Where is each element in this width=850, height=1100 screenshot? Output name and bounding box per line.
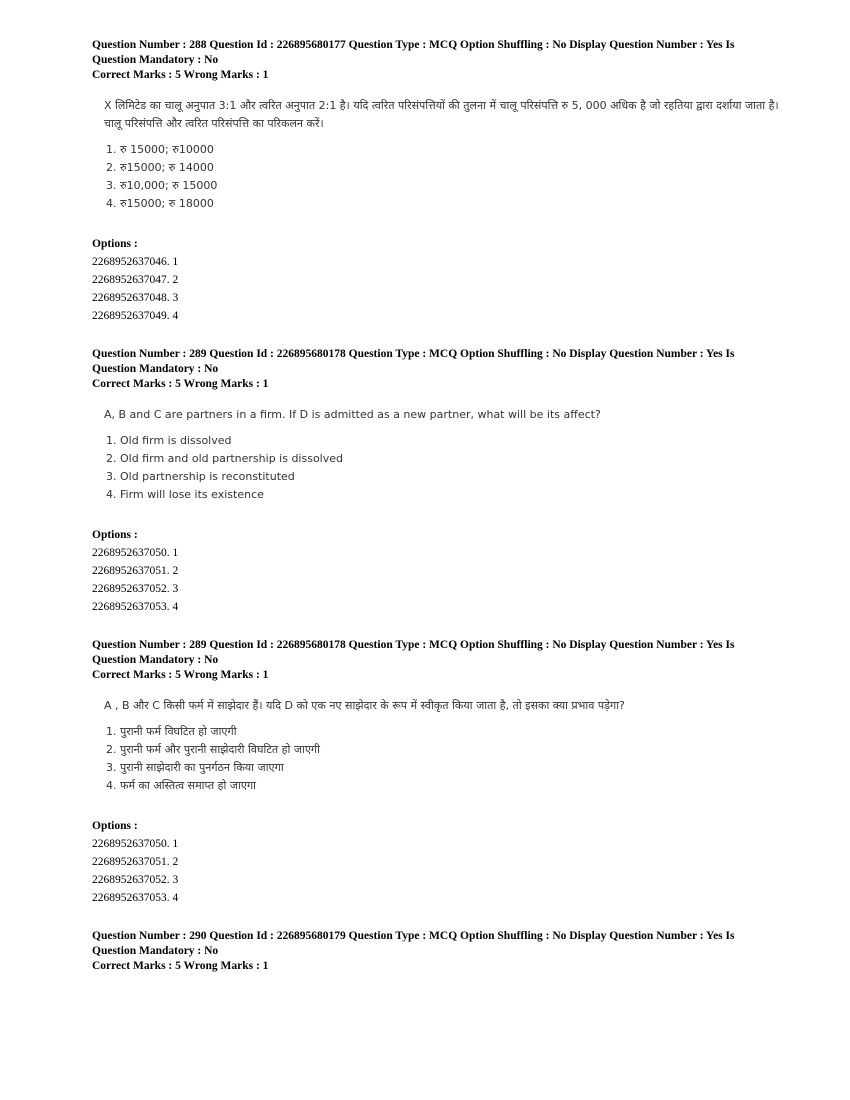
question-mandatory-line: Question Mandatory : No [92, 945, 219, 957]
question-header-line: Question Number : 290 Question Id : 226895680179 Question Type : MCQ Option Shuffling : No Display Question Number : Yes Is [92, 930, 735, 942]
question-mandatory-line: Question Mandatory : No [92, 654, 219, 666]
option-id-list [92, 835, 782, 907]
question-text: A , B और C किसी फर्म में साझेदार हैं। यदि D को एक नए साझेदार के रूप में स्वीकृत किया जाता है, तो इसका क्या प्रभाव पड़ेगा? [104, 699, 625, 712]
choice-item: 2. पुरानी फर्म और पुरानी साझेदारी विघटित हो जाएगी [106, 743, 320, 756]
choice-item: 1. पुरानी फर्म विघटित हो जाएगी [106, 725, 237, 738]
question-meta [92, 38, 782, 83]
question-header-line: Question Number : 288 Question Id : 226895680177 Question Type : MCQ Option Shuffling : No Display Question Number : Yes Is [92, 39, 735, 51]
choice-item: 1. Old firm is dissolved [106, 434, 232, 447]
question-text: X लिमिटेड का चालू अनुपात 3:1 और त्वरित अनुपात 2:1 है। यदि त्वरित परिसंपत्तियों की तुलना में चालू परिसंपत्ति रु 5, 000 अधिक है जो रहतिया द्वारा दर्शाया जाता है। चालू परिसंपत्ति और त्वरित परिसंपत्ति का परिकलन करें। [104, 99, 779, 130]
option-id-item: 2268952637046. 1 [92, 256, 179, 268]
option-id-item: 2268952637051. 2 [92, 565, 179, 577]
option-id-item: 2268952637049. 4 [92, 310, 179, 322]
question-header-line: Question Number : 289 Question Id : 226895680178 Question Type : MCQ Option Shuffling : No Display Question Number : Yes Is [92, 348, 735, 360]
option-id-item: 2268952637051. 2 [92, 856, 179, 868]
choice-item: 4. रु15000; रु 18000 [106, 197, 214, 210]
marks-line: Correct Marks : 5 Wrong Marks : 1 [92, 669, 269, 681]
option-id-item: 2268952637050. 1 [92, 547, 179, 559]
choice-item: 2. Old firm and old partnership is dissolved [106, 452, 343, 465]
choice-item: 3. Old partnership is reconstituted [106, 470, 295, 483]
marks-line: Correct Marks : 5 Wrong Marks : 1 [92, 69, 269, 81]
option-id-list [92, 544, 782, 616]
option-id-item: 2268952637047. 2 [92, 274, 179, 286]
options-heading: Options : [92, 529, 138, 541]
option-id-item: 2268952637053. 4 [92, 601, 179, 613]
answer-choices [104, 141, 782, 213]
choice-item: 3. रु10,000; रु 15000 [106, 179, 218, 192]
question-body [92, 97, 782, 213]
answer-choices [104, 432, 782, 504]
question-mandatory-line: Question Mandatory : No [92, 54, 219, 66]
choice-item: 1. रु 15000; रु10000 [106, 143, 214, 156]
choice-item: 4. फर्म का अस्तित्व समाप्त हो जाएगा [106, 779, 257, 792]
question-meta [92, 929, 782, 974]
question-block-289-en [92, 347, 782, 638]
question-text: A, B and C are partners in a firm. If D is admitted as a new partner, what will be its affect? [104, 408, 601, 421]
question-body [92, 697, 782, 795]
question-meta [92, 347, 782, 392]
option-id-item: 2268952637053. 4 [92, 892, 179, 904]
choice-item: 2. रु15000; रु 14000 [106, 161, 214, 174]
option-id-list [92, 253, 782, 325]
marks-line: Correct Marks : 5 Wrong Marks : 1 [92, 960, 269, 972]
question-body [92, 406, 782, 504]
answer-choices [104, 723, 782, 795]
option-id-item: 2268952637048. 3 [92, 292, 179, 304]
question-mandatory-line: Question Mandatory : No [92, 363, 219, 375]
options-heading: Options : [92, 820, 138, 832]
choice-item: 4. Firm will lose its existence [106, 488, 264, 501]
options-heading: Options : [92, 238, 138, 250]
choice-item: 3. पुरानी साझेदारी का पुनर्गठन किया जाएगा [106, 761, 284, 774]
option-id-item: 2268952637050. 1 [92, 838, 179, 850]
question-block-290 [92, 929, 782, 974]
option-id-item: 2268952637052. 3 [92, 874, 179, 886]
question-block-288 [92, 38, 782, 347]
question-meta [92, 638, 782, 683]
option-id-item: 2268952637052. 3 [92, 583, 179, 595]
question-header-line: Question Number : 289 Question Id : 226895680178 Question Type : MCQ Option Shuffling : No Display Question Number : Yes Is [92, 639, 735, 651]
question-block-289-hi [92, 638, 782, 929]
question-paper-page [92, 38, 782, 974]
marks-line: Correct Marks : 5 Wrong Marks : 1 [92, 378, 269, 390]
